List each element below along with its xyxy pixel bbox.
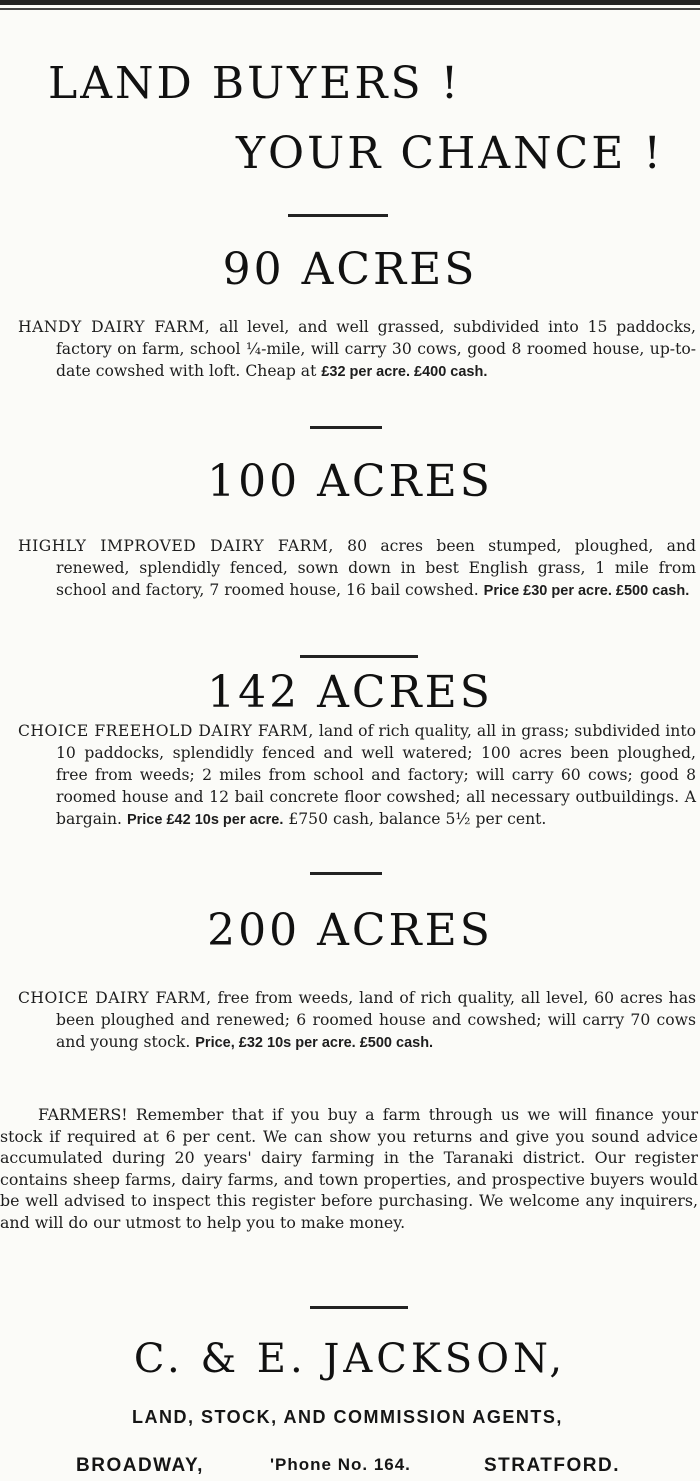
listing-body: land of rich quality, all in grass; subdivided into 10 paddocks, splendidly fenced and well watered; 100 acres been ploughed, free from weeds; 2 miles from school and factory; will carry 60 cows; good 8 roomed house and 12 bail concrete floor cowshed; all necessary outbuildings. A bargain. [56,722,696,828]
listing-price: £32 per acre. £400 cash. [321,364,488,380]
divider-rule [310,872,382,875]
firm-trade: LAND, STOCK, AND COMMISSION AGENTS, [132,1407,563,1427]
listing-lead: CHOICE DAIRY FARM, [18,989,212,1007]
listing-heading-142-acres: 142 ACRES [207,667,493,718]
listing-body: free from weeds, land of rich quality, all level, 60 acres has been ploughed and renewed; 6 roomed house and cowshed; will carry 70 cows and young stock. [56,989,696,1051]
top-border-rule [0,0,700,5]
listing-200-acres [18,987,696,1054]
firm-name: C. & E. JACKSON, [133,1336,567,1382]
farmers-notice-text: FARMERS! Remember that if you buy a farm through us we will finance your stock if required at 6 per cent. We can show you returns and give you sound advice accumulated during 20 years' dairy farming in the Taranaki district. Our register contains sheep farms, dairy farms, and town properties, and prospective buyers would be well advised to inspect this register before purchasing. We welcome any inquirers, and will do our utmost to help you to make money. [0,1105,698,1232]
listing-price: Price, £32 10s per acre. £500 cash. [195,1035,434,1051]
listing-price: Price £30 per acre. £500 cash. [483,583,690,599]
headline-land-buyers: LAND BUYERS ! [48,58,462,109]
listing-100-acres [18,535,696,602]
farmers-notice [0,1104,698,1233]
listing-body: all level, and well grassed, subdivided into 15 paddocks, factory on farm, school ¼-mile, will carry 30 cows, good 8 roomed house, up-to-date cowshed with loft. Cheap at [56,318,696,380]
divider-rule [310,426,382,429]
divider-rule [288,214,388,217]
listing-tail: £750 cash, balance 5½ per cent. [283,810,547,828]
listing-price: Price £42 10s per acre. [126,812,284,828]
listing-body: 80 acres been stumped, ploughed, and renewed, splendidly fenced, sown down in best English grass, 1 mile from school and factory, 7 roomed house, 16 bail cowshed. [56,537,696,599]
firm-phone: 'Phone No. 164. [270,1455,411,1474]
listing-heading-200-acres: 200 ACRES [207,905,493,956]
headline-your-chance: YOUR CHANCE ! [236,128,665,179]
listing-lead: HANDY DAIRY FARM, [18,318,211,336]
divider-rule [310,1306,408,1309]
listing-lead: HIGHLY IMPROVED DAIRY FARM, [18,537,334,555]
listing-heading-100-acres: 100 ACRES [207,456,493,507]
listing-90-acres [18,316,696,383]
firm-town: STRATFORD. [484,1455,621,1476]
divider-rule [300,655,418,658]
top-border-rule-thin [0,8,700,10]
listing-142-acres [18,720,696,831]
listing-lead: CHOICE FREEHOLD DAIRY FARM, [18,722,314,740]
firm-street: BROADWAY, [76,1455,204,1476]
listing-heading-90-acres: 90 ACRES [222,244,478,295]
